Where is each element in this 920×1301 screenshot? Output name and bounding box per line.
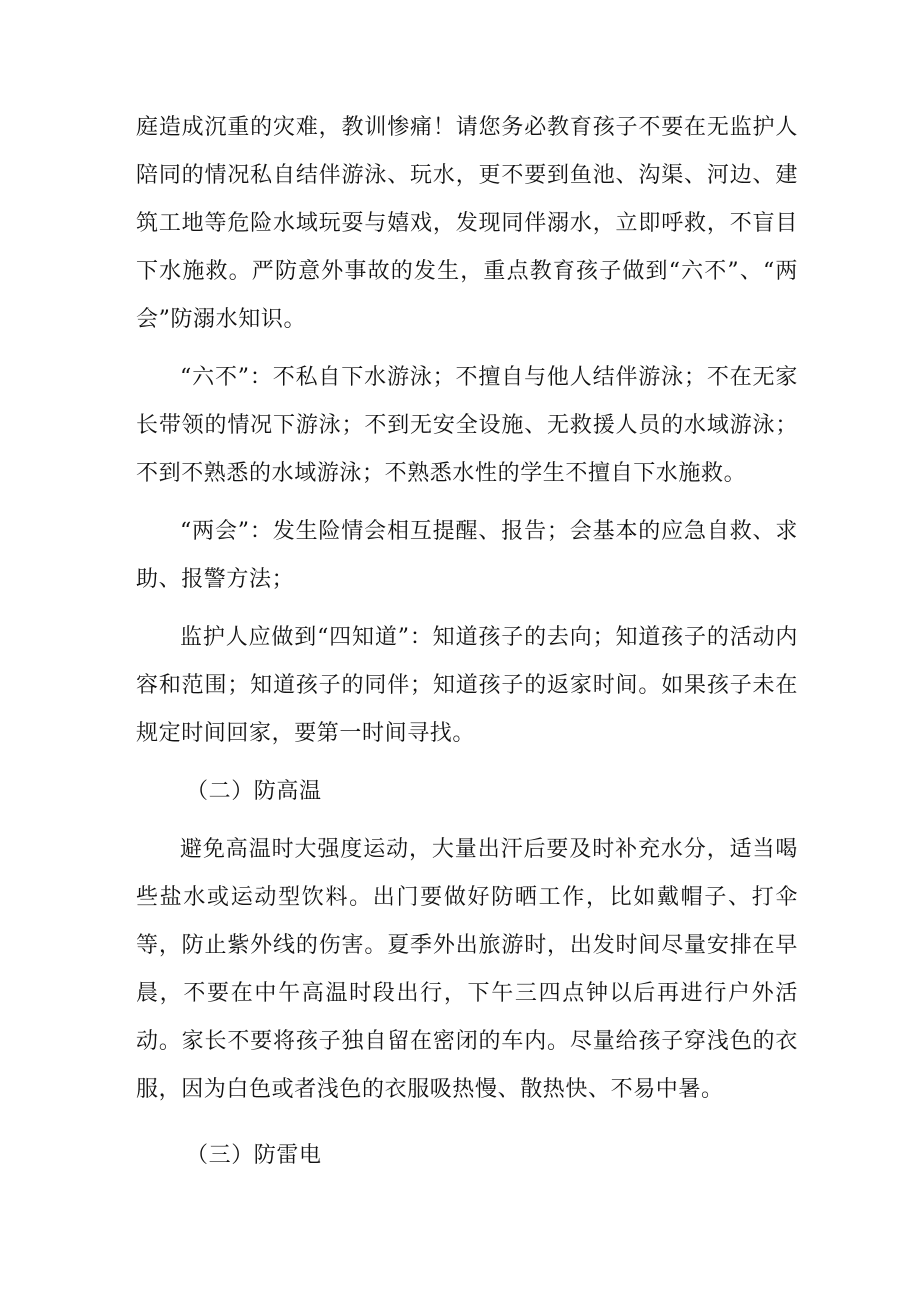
paragraph-two-abilities: “两会”：发生险情会相互提醒、报告；会基本的应急自救、求助、报警方法； [136, 519, 798, 592]
paragraph-heat-prevention: 避免高温时大强度运动，大量出汗后要及时补充水分，适当喝些盐水或运动型饮料。出门要做好防晒工作，比如戴帽子、打伞等，防止紫外线的伤害。夏季外出旅游时，出发时间尽量安排在早晨，不要在中午高温时段出行，下午三四点钟以后再进行户外活动。家长不要将孩子独自留在密闭的车内。尽量给孩子穿浅色的衣服，因为白色或者浅色的衣服吸热慢、散热快、不易中暑。 [136, 837, 798, 1102]
document-body [136, 104, 798, 1180]
section-heading-lightning: （三）防雷电 [186, 1143, 322, 1168]
section-heading-heat: （二）防高温 [186, 779, 322, 804]
paragraph-four-knows: 监护人应做到“四知道”：知道孩子的去向；知道孩子的活动内容和范围；知道孩子的同伴；知道孩子的返家时间。如果孩子未在规定时间回家，要第一时间寻找。 [136, 625, 798, 746]
paragraph-six-nots: “六不”：不私自下水游泳；不擅自与他人结伴游泳；不在无家长带领的情况下游泳；不到无安全设施、无救援人员的水域游泳；不到不熟悉的水域游泳；不熟悉水性的学生不擅自下水施救。 [136, 365, 798, 486]
paragraph-drowning-warning: 庭造成沉重的灾难，教训惨痛！请您务必教育孩子不要在无监护人陪同的情况私自结伴游泳、玩水，更不要到鱼池、沟渠、河边、建筑工地等危险水域玩耍与嬉戏，发现同伴溺水，立即呼救，不盲目下水施救。严防意外事故的发生，重点教育孩子做到“六不”、“两会”防溺水知识。 [136, 115, 798, 332]
